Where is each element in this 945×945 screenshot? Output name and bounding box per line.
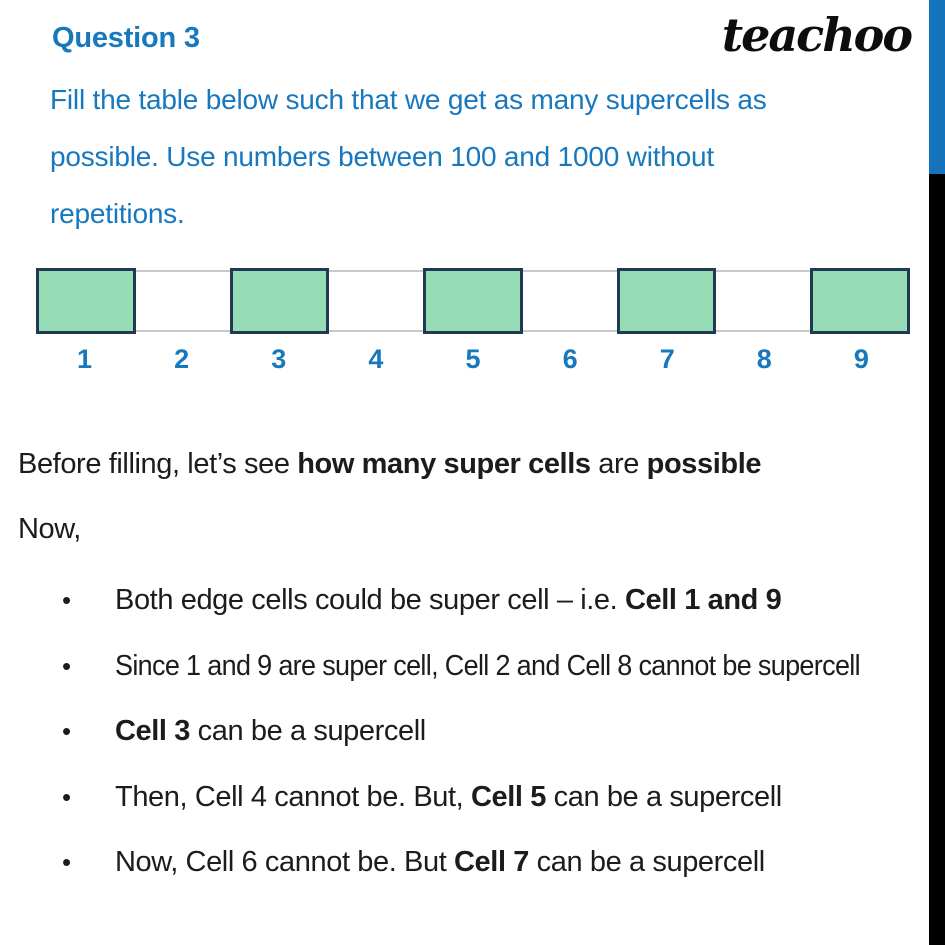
bullet-dot: • <box>62 847 71 877</box>
bullet-2 <box>62 650 916 683</box>
cell-6 <box>523 270 617 332</box>
bullet-1-seg-1: Both edge cells could be super cell – i.e. <box>115 584 625 616</box>
bullet-3-seg-2: can be a supercell <box>189 715 426 747</box>
cell-number-3: 3 <box>271 344 287 374</box>
cell-2 <box>136 270 230 332</box>
supercell-table <box>36 268 910 334</box>
bullet-4 <box>62 781 782 814</box>
intro-seg-1: Before filling, let’s see <box>18 448 298 480</box>
bullet-dot: • <box>62 782 71 812</box>
accent-bar-black-segment <box>929 174 945 945</box>
cell-number-8: 8 <box>756 344 772 374</box>
cell-5 <box>423 268 523 334</box>
bullet-dot: • <box>62 585 71 615</box>
question-text-line-1: Fill the table below such that we get as many supercells as <box>50 84 767 115</box>
question-title: Question 3 <box>52 22 200 54</box>
cell-1 <box>36 268 136 334</box>
bullet-5-seg-2-bold: Cell 7 <box>454 846 529 878</box>
bullet-dot: • <box>62 651 71 681</box>
bullet-2-seg-1: Since 1 and 9 are super cell, Cell 2 and Cell 8 cannot be supercell <box>115 650 860 682</box>
accent-bar-blue-segment <box>929 0 945 174</box>
intro-seg-3: are <box>590 448 647 480</box>
bullet-3 <box>62 715 426 748</box>
cell-number-labels <box>36 344 910 378</box>
cell-number-6: 6 <box>562 344 578 374</box>
cell-number-7: 7 <box>659 344 675 374</box>
cell-number-9: 9 <box>853 344 869 374</box>
cell-number-2: 2 <box>174 344 190 374</box>
cell-7 <box>617 268 717 334</box>
question-text-line-2: possible. Use numbers between 100 and 1000 without <box>50 141 714 172</box>
bullet-4-seg-3: can be a supercell <box>545 781 782 813</box>
cell-4 <box>329 270 423 332</box>
intro-seg-2-bold: how many super cells <box>297 448 591 480</box>
bullet-5-seg-1: Now, Cell 6 cannot be. But <box>115 846 455 878</box>
right-accent-bar <box>929 0 945 945</box>
teachoo-logo: teachoo <box>721 8 911 62</box>
bullet-3-seg-1-bold: Cell 3 <box>115 715 190 747</box>
cell-3 <box>230 268 330 334</box>
bullet-5 <box>62 846 765 879</box>
bullet-1 <box>62 584 781 617</box>
bullet-dot: • <box>62 716 71 746</box>
bullet-1-seg-2-bold: Cell 1 and 9 <box>624 584 782 616</box>
now-line: Now, <box>18 513 81 545</box>
cell-number-5: 5 <box>465 344 481 374</box>
bullet-4-seg-2-bold: Cell 5 <box>470 781 546 813</box>
bullet-4-seg-1: Then, Cell 4 cannot be. But, <box>115 781 471 813</box>
cell-number-4: 4 <box>368 344 384 374</box>
cell-number-1: 1 <box>77 344 93 374</box>
intro-line <box>18 448 761 481</box>
cell-8 <box>716 270 810 332</box>
intro-seg-4-bold: possible <box>646 448 762 480</box>
cell-9 <box>810 268 910 334</box>
question-text-line-3: repetitions. <box>50 198 185 229</box>
bullet-5-seg-3: can be a supercell <box>529 846 765 878</box>
